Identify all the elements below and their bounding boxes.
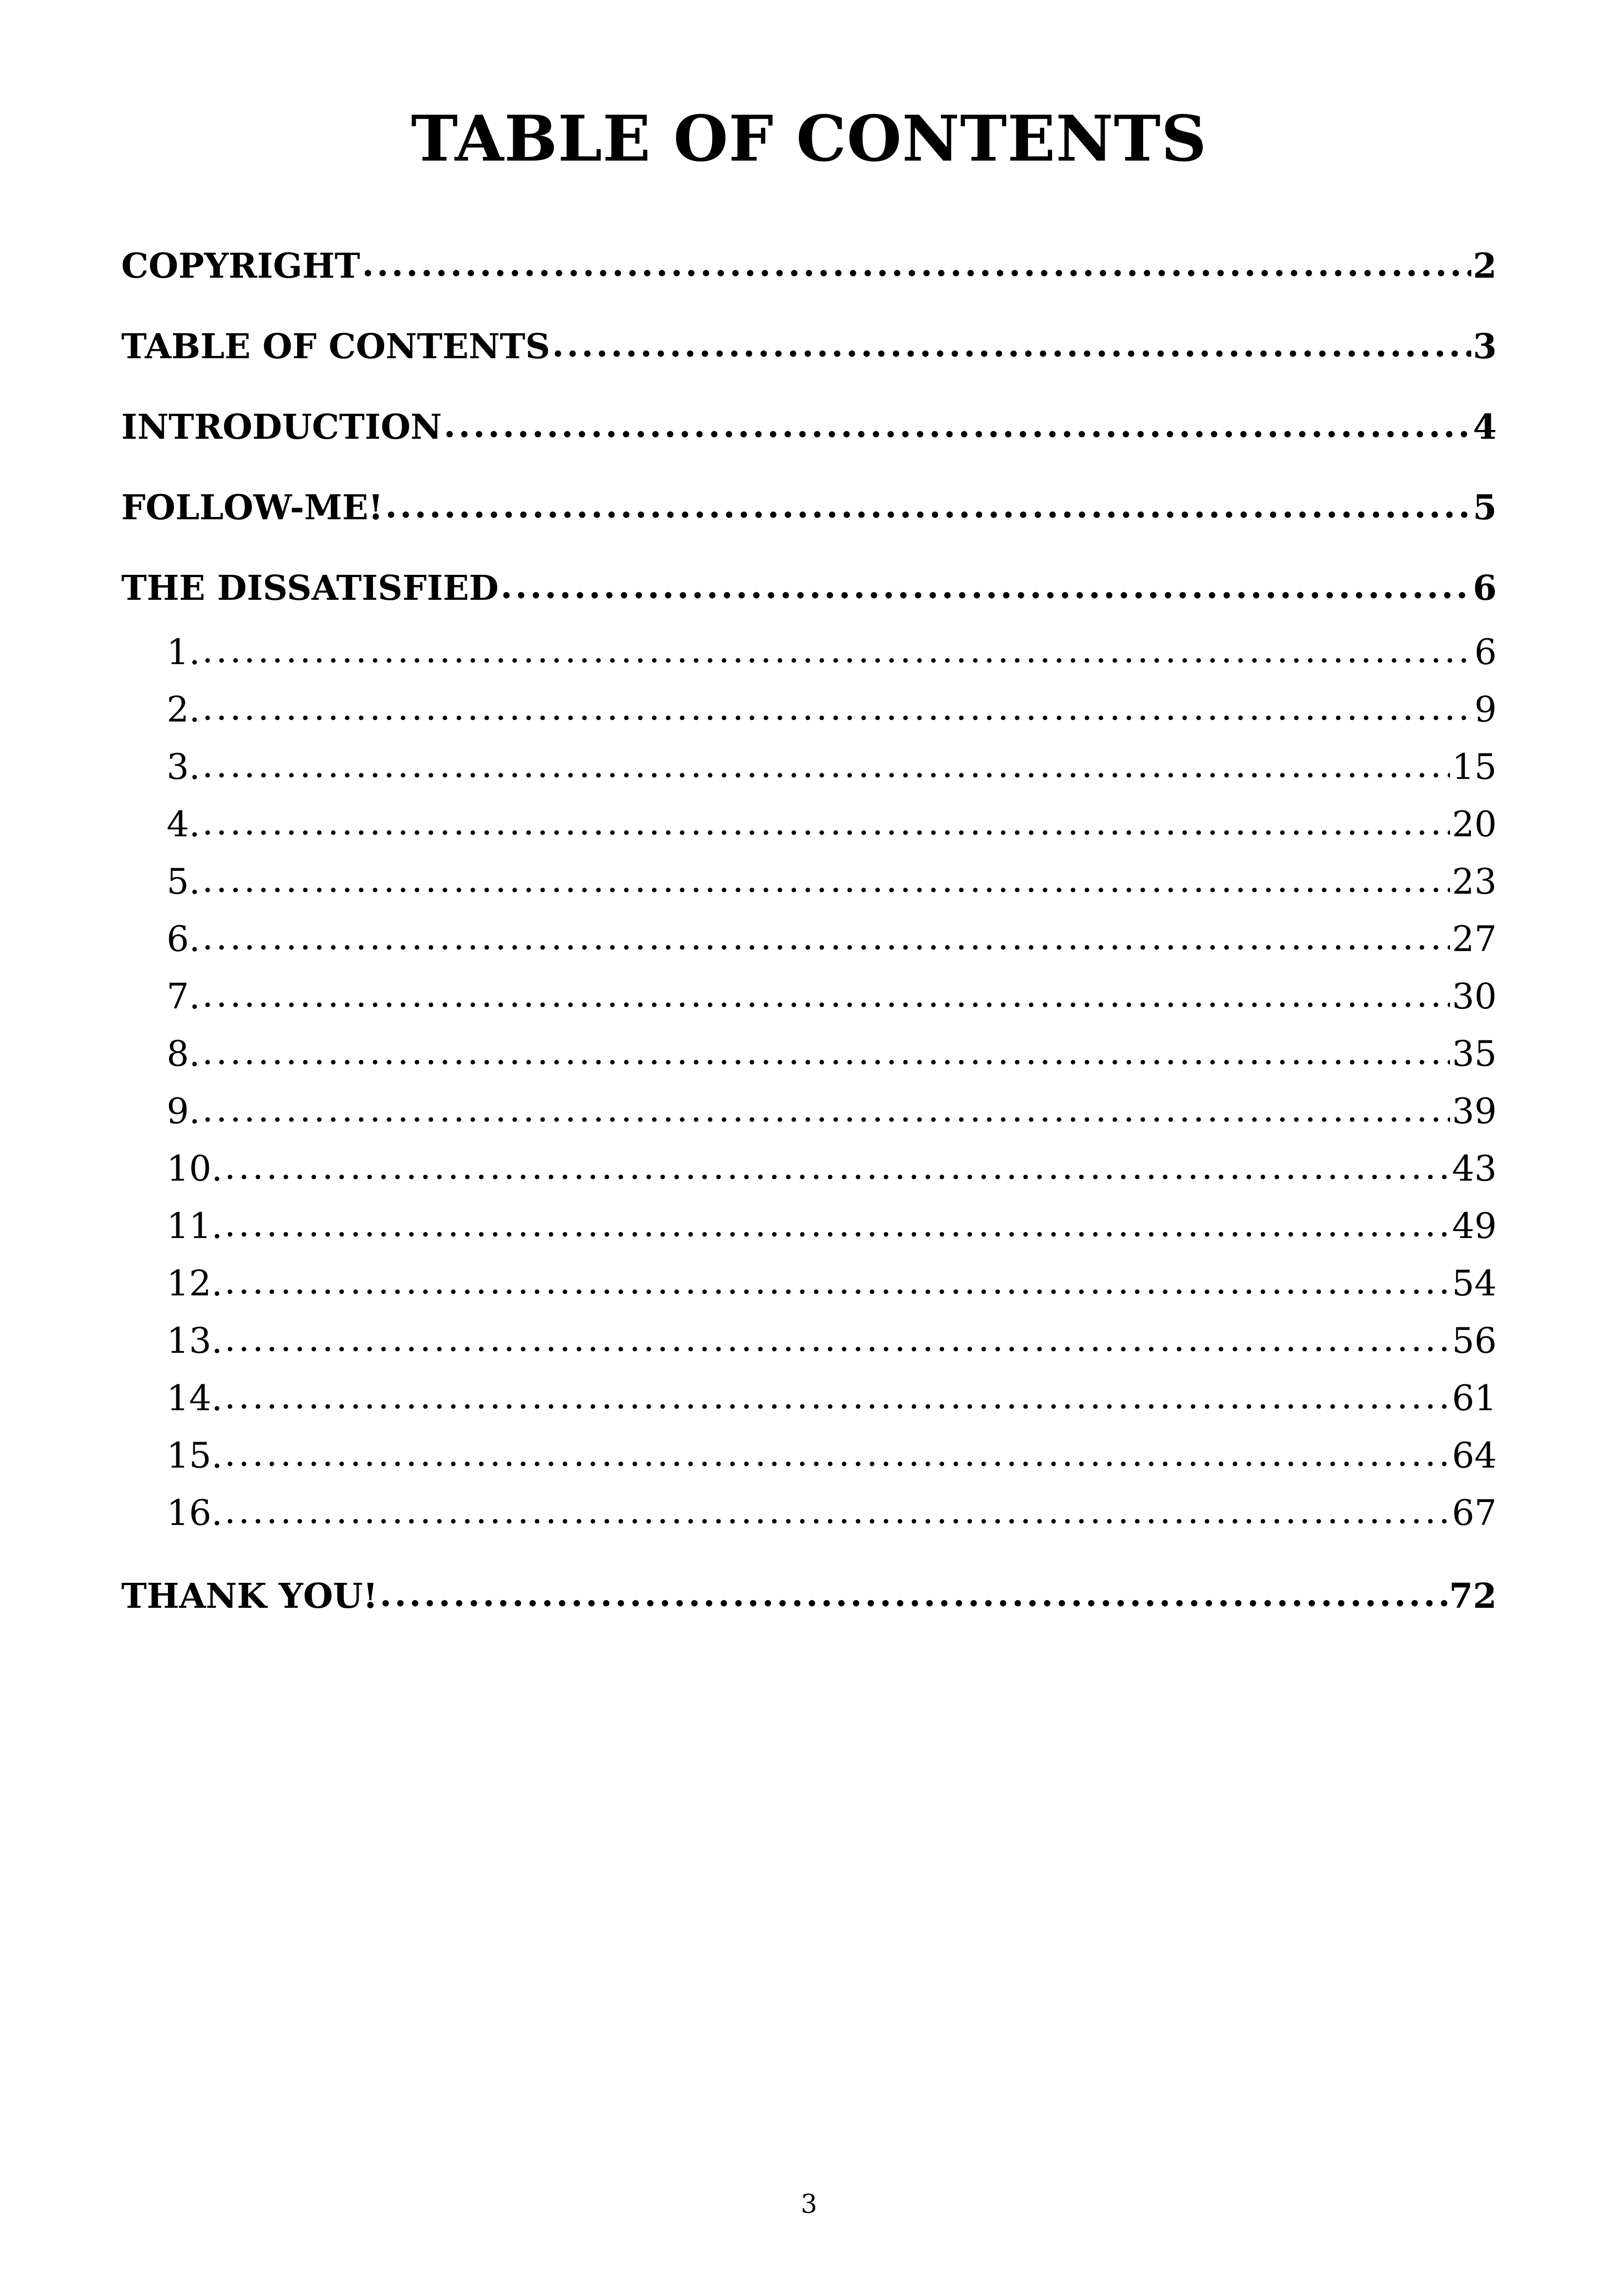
toc-subentry-label: 5. [167, 861, 200, 902]
dot-leader [224, 1425, 1450, 1482]
toc-subentry-label: 1. [167, 631, 200, 672]
toc-subentry-16[interactable] [121, 1484, 1497, 1542]
toc-subentry-page-number: 39 [1452, 1090, 1497, 1132]
toc-subentry-label: 9. [167, 1090, 200, 1132]
page-title: TABLE OF CONTENTS [411, 102, 1207, 176]
toc-subentry-6[interactable] [121, 910, 1497, 968]
toc-entry-page-number: 5 [1473, 488, 1497, 528]
toc-entry-follow-me[interactable] [121, 475, 1497, 556]
toc-entry-thank-you[interactable] [121, 1564, 1497, 1644]
dot-leader [202, 908, 1450, 966]
toc-subentry-label: 2. [167, 689, 200, 730]
toc-subentry-label: 14. [167, 1377, 223, 1419]
toc-subentry-5[interactable] [121, 853, 1497, 910]
toc-entry-label: COPYRIGHT [121, 246, 361, 286]
toc-entry-label: THE DISSATISFIED [121, 568, 499, 608]
toc-subentry-page-number: 30 [1452, 976, 1497, 1017]
dot-leader [202, 679, 1473, 736]
toc-subentry-12[interactable] [121, 1255, 1497, 1312]
toc-subentry-label: 12. [167, 1263, 223, 1304]
dot-leader [552, 312, 1471, 377]
toc-subentry-page-number: 6 [1474, 631, 1497, 672]
toc-entry-page-number: 4 [1473, 407, 1497, 447]
toc-entry-page-number: 3 [1473, 327, 1497, 367]
toc-subentry-page-number: 23 [1452, 861, 1497, 902]
dot-leader [380, 1562, 1447, 1627]
toc-subentry-15[interactable] [121, 1427, 1497, 1484]
toc-subentry-page-number: 35 [1452, 1033, 1497, 1074]
toc-subentry-11[interactable] [121, 1197, 1497, 1255]
toc-subentry-13[interactable] [121, 1312, 1497, 1369]
toc-entry-the-dissatisfied[interactable] [121, 556, 1497, 621]
toc-subentry-2[interactable] [121, 681, 1497, 738]
toc-subentry-label: 7. [167, 976, 200, 1017]
toc-subentry-page-number: 27 [1452, 918, 1497, 959]
toc-subentry-8[interactable] [121, 1025, 1497, 1083]
dot-leader [224, 1482, 1450, 1540]
dot-leader [385, 473, 1471, 538]
toc-subentry-page-number: 20 [1452, 803, 1497, 845]
dot-leader [224, 1253, 1450, 1310]
dot-leader [224, 1195, 1450, 1253]
toc-entry-copyright[interactable] [121, 234, 1497, 314]
toc-subentry-page-number: 43 [1452, 1148, 1497, 1189]
dot-leader [224, 1310, 1450, 1368]
dot-leader [224, 1368, 1450, 1425]
toc-subentry-10[interactable] [121, 1140, 1497, 1197]
chapter-list [121, 621, 1497, 1564]
toc-subentry-7[interactable] [121, 968, 1497, 1025]
toc-subentry-4[interactable] [121, 796, 1497, 853]
toc-entry-page-number: 2 [1473, 246, 1497, 286]
footer-page-number: 3 [801, 2189, 817, 2219]
toc-subentry-1[interactable] [121, 623, 1497, 681]
toc-entry-page-number: 6 [1473, 568, 1497, 608]
toc-entry-table-of-contents[interactable] [121, 314, 1497, 395]
toc-subentry-label: 3. [167, 746, 200, 787]
toc-subentry-label: 6. [167, 918, 200, 959]
toc-entry-introduction[interactable] [121, 395, 1497, 475]
toc-subentry-page-number: 67 [1452, 1492, 1497, 1533]
toc-subentry-page-number: 56 [1452, 1320, 1497, 1361]
toc-subentry-page-number: 9 [1474, 689, 1497, 730]
dot-leader [362, 232, 1471, 297]
toc-subentry-3[interactable] [121, 738, 1497, 796]
dot-leader [444, 393, 1471, 458]
toc-subentry-label: 10. [167, 1148, 223, 1189]
toc-subentry-label: 8. [167, 1033, 200, 1074]
toc-entry-label: INTRODUCTION [121, 407, 442, 447]
toc-subentry-page-number: 49 [1452, 1205, 1497, 1246]
dot-leader [202, 622, 1473, 679]
toc-subentry-9[interactable] [121, 1083, 1497, 1140]
dot-leader [202, 966, 1450, 1023]
table-of-contents [121, 234, 1497, 1644]
dot-leader [202, 851, 1450, 908]
toc-subentry-page-number: 15 [1452, 746, 1497, 787]
dot-leader [202, 1023, 1450, 1081]
dot-leader [202, 736, 1450, 794]
toc-entry-label: THANK YOU! [121, 1576, 378, 1616]
dot-leader [500, 554, 1471, 619]
toc-subentry-page-number: 54 [1452, 1263, 1497, 1304]
toc-subentry-label: 15. [167, 1435, 223, 1476]
toc-entry-label: TABLE OF CONTENTS [121, 327, 550, 367]
dot-leader [202, 1081, 1450, 1138]
toc-subentry-page-number: 61 [1452, 1377, 1497, 1419]
dot-leader [202, 794, 1450, 851]
toc-subentry-14[interactable] [121, 1369, 1497, 1427]
toc-subentry-label: 4. [167, 803, 200, 845]
toc-entry-page-number: 72 [1449, 1576, 1497, 1616]
toc-subentry-label: 13. [167, 1320, 223, 1361]
toc-subentry-label: 11. [167, 1205, 223, 1246]
toc-subentry-label: 16. [167, 1492, 223, 1533]
toc-subentry-page-number: 64 [1452, 1435, 1497, 1476]
dot-leader [224, 1138, 1450, 1195]
toc-entry-label: FOLLOW-ME! [121, 488, 384, 528]
